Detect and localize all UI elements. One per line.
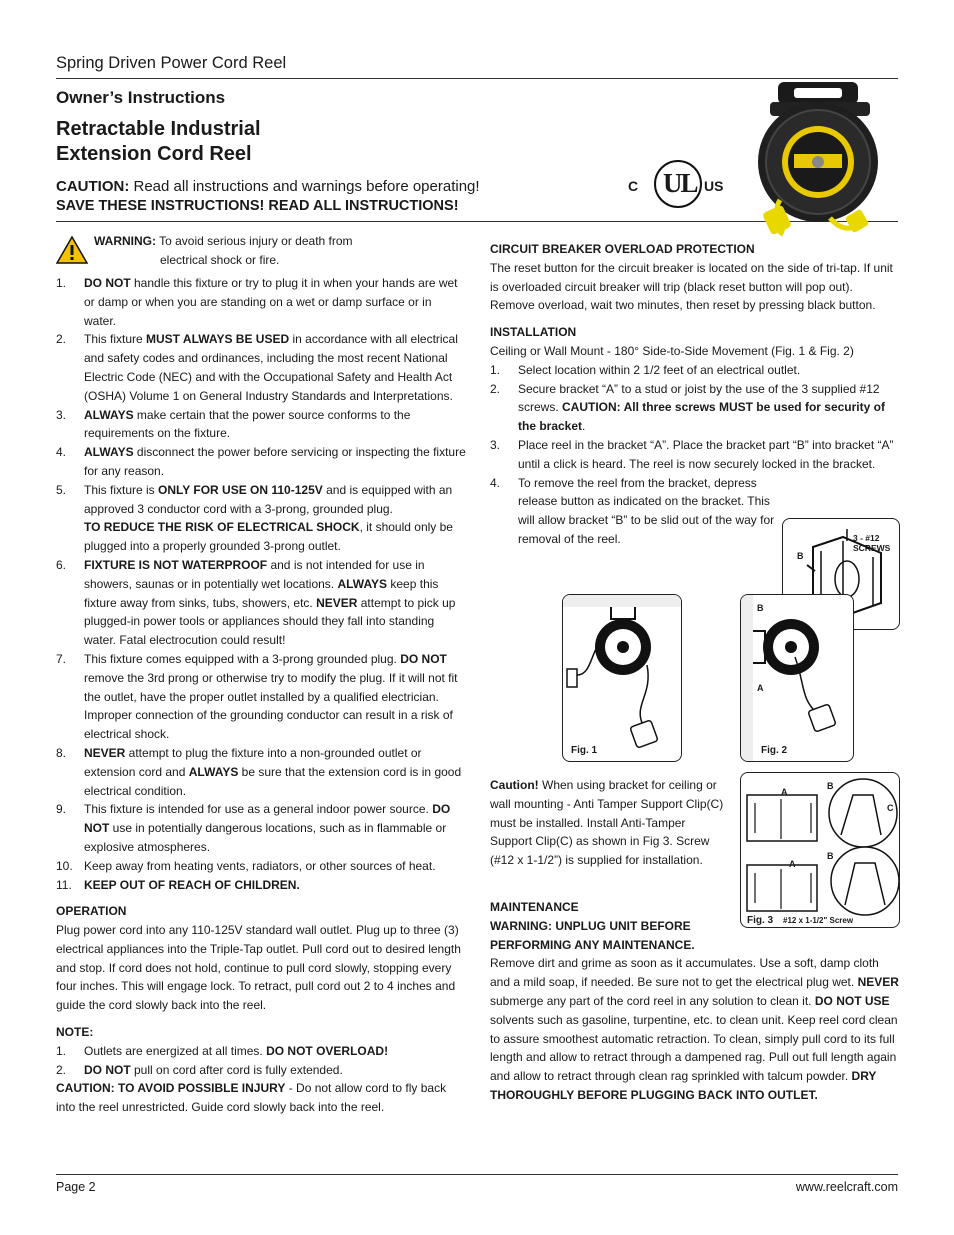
- list-item: 3. ALWAYS make certain that the power source conforms to the requirements on the fixture.: [56, 407, 411, 441]
- ul-c-mark: C: [628, 178, 639, 194]
- list-item: 2. This fixture MUST ALWAYS BE USED in accordance with all electrical and safety codes and ordinances, including the most recent National Electric Code (NEC) and with the Occupational Safety and Health Act (OSHA) Volume 1 on General Industry Standards and Interpretations.: [56, 332, 458, 403]
- warning-line-1: To avoid serious injury or death from: [159, 234, 353, 248]
- figure-3: [740, 772, 900, 928]
- maintenance-block: [490, 898, 900, 1105]
- safety-instructions-list: [56, 274, 466, 894]
- owner-instructions-heading: Owner’s Instructions: [56, 88, 226, 107]
- list-item: 10. Keep away from heating vents, radiators, or other sources of heat.: [56, 858, 436, 873]
- list-item: 4. To remove the reel from the bracket, depress release button as indicated on the bracket. This will allow bracket “B” to be slid out of the way for removal of the reel.: [490, 475, 775, 546]
- figure-3-a2-label: A: [789, 859, 796, 869]
- list-item: 9. This fixture is intended for use as a general indoor power source. DO NOT use in potentially dangerous locations, such as in flammable or explosive atmospheres.: [56, 802, 451, 854]
- list-item: 1. Outlets are energized at all times. DO NOT OVERLOAD!: [56, 1043, 389, 1058]
- caution-text: Read all instructions and warnings before operating!: [133, 178, 480, 195]
- page-number: Page 2: [56, 1180, 96, 1194]
- note-list: [56, 1042, 466, 1080]
- figure-3-a1-label: A: [781, 787, 788, 797]
- operation-heading: OPERATION: [56, 904, 127, 919]
- breaker-heading: CIRCUIT BREAKER OVERLOAD PROTECTION: [490, 242, 755, 256]
- save-instructions-line: SAVE THESE INSTRUCTIONS! READ ALL INSTRUCTIONS!: [56, 198, 459, 214]
- list-item: 2. Secure bracket “A” to a stud or joist by the use of the 3 supplied #12 screws. CAUTION: All three screws MUST be used for security of the bracket.: [490, 381, 885, 434]
- website-link[interactable]: www.reelcraft.com: [795, 1180, 898, 1194]
- figure-2-label: Fig. 2: [761, 745, 788, 756]
- list-item: 2. DO NOT pull on cord after cord is fully extended.: [56, 1062, 343, 1077]
- maintenance-heading: MAINTENANCE: [490, 900, 579, 914]
- list-item: 6. FIXTURE IS NOT WATERPROOF and is not intended for use in showers, saunas or in potentially wet locations. ALWAYS keep this fixture away from sinks, tubs, showers, etc. NEVER attempt to pick up plugged-in power tools or appliances should they fall into standing water. Fatal electrocution could result!: [56, 557, 456, 648]
- operation-text: Plug power cord into any 110-125V standard wall outlet. Plug up to three (3) electrical appliances into the Triple-Tap outlet. Pull cord out to desired length and stop. If cord does not hold, continue to pull cord slowly, stopping every four inches. This will engage lock. To retract, pull cord out 2 to 4 inches and guide the cord slowly back into the reel.: [56, 923, 461, 1013]
- maintenance-warning-1: WARNING: UNPLUG UNIT BEFORE: [490, 918, 691, 933]
- ul-letters: UL: [663, 168, 697, 198]
- figure-3-b1-label: B: [827, 781, 834, 791]
- warning-block: [56, 232, 466, 270]
- warning-triangle-icon: [56, 236, 88, 264]
- warning-line-2: electrical shock or fire.: [160, 252, 280, 267]
- installation-intro: Ceiling or Wall Mount - 180° Side-to-Side Movement (Fig. 1 & Fig. 2): [490, 343, 854, 358]
- bracket-screws-label-2: SCREWS: [853, 543, 891, 553]
- right-column: [490, 240, 900, 549]
- main-title-line-2: Extension Cord Reel: [56, 143, 252, 165]
- figure-3-label: Fig. 3: [747, 915, 774, 926]
- warning-label: WARNING:: [94, 234, 156, 248]
- ul-circle: [654, 160, 702, 208]
- figure-1-label: Fig. 1: [571, 745, 598, 756]
- caution-label: CAUTION:: [56, 178, 130, 195]
- cord-reel-product-image: [750, 80, 900, 240]
- ul-listed-logo: [626, 160, 730, 212]
- footer-rule: [56, 1174, 898, 1175]
- figure-2-b-label: B: [757, 603, 764, 613]
- ul-us-mark: US: [704, 178, 724, 194]
- figure-3-b2-label: B: [827, 851, 834, 861]
- header-rule: [56, 78, 898, 79]
- list-item: 5. This fixture is ONLY FOR USE ON 110-125V and is equipped with an approved 3 conductor cord with a 3-prong, grounded plug. TO REDUCE THE RISK OF ELECTRICAL SHOCK, it should only be plugged into a properly grounded 3-prong outlet.: [56, 482, 453, 554]
- list-item: 1. DO NOT handle this fixture or try to plug it in when your hands are wet or damp or when you are standing on a wet or damp surface or in water.: [56, 276, 458, 328]
- maintenance-warning-2: PERFORMING ANY MAINTENANCE.: [490, 937, 695, 952]
- list-item: 11. KEEP OUT OF REACH OF CHILDREN.: [56, 877, 300, 892]
- note-heading: NOTE:: [56, 1025, 94, 1040]
- main-title-line-1: Retractable Industrial: [56, 118, 261, 140]
- installation-heading: INSTALLATION: [490, 325, 577, 340]
- figure-2: [740, 594, 854, 762]
- document-header-title: Spring Driven Power Cord Reel: [56, 54, 287, 72]
- bracket-b-label: B: [797, 551, 804, 561]
- breaker-text: The reset button for the circuit breaker is located on the side of tri-tap. If unit is overloaded circuit breaker will trip (black reset button will pop out). Remove overload, wait two minutes, then reset by pressing black button.: [490, 260, 893, 313]
- figure-3-screw-label: #12 x 1-1/2" Screw: [783, 916, 854, 925]
- list-item: 1. Select location within 2 1/2 feet of an electrical outlet.: [490, 362, 801, 377]
- maintenance-text: Remove dirt and grime as soon as it accumulates. Use a soft, damp cloth and a mild soap, if needed. Be sure not to get the electrical plug wet. NEVER submerge any part of the cord reel in any solution to clean it. DO NOT USE solvents such as gasoline, turpentine, etc. to clean unit. Keep reel cord clean to assure smoothest automatic retraction. To clean, simply pull cord to its full length and allow to retract through a dampened rag. Pull out full length again and allow to retract through clean rag sprinkled with talcum powder. DRY THOROUGHLY BEFORE PLUGGING BACK INTO OUTLET.: [490, 956, 899, 1102]
- list-item: 3. Place reel in the bracket “A”. Place the bracket part “B” into bracket “A” until a click is heard. The reel is now securely locked in the bracket.: [490, 437, 894, 471]
- list-item: 8. NEVER attempt to plug the fixture into a non-grounded outlet or extension cord and ALWAYS be sure that the extension cord is in good electrical condition.: [56, 745, 462, 798]
- figure-3-c-label: C: [887, 803, 894, 813]
- caution-line: [56, 178, 480, 195]
- list-item: 7. This fixture comes equipped with a 3-prong grounded plug. DO NOT remove the 3rd prong or otherwise try to modify the plug. If it will not fit the outlet, have the proper outlet installed by a qualified electrician. Improper connection of the grounding conductor can result in a risk of electrical shock.: [56, 651, 458, 742]
- figure-1: [562, 594, 682, 762]
- figure-2-a-label: A: [757, 683, 764, 693]
- clip-caution-block: Caution! When using bracket for ceiling or wall mounting - Anti Tamper Support Clip(C) must be installed. Install Anti-Tamper Support Clip(C) as shown in Fig 3. Screw (#12 x 1-1/2”) is supplied for installation.: [490, 778, 724, 868]
- left-column: [56, 232, 466, 1117]
- cord-caution: CAUTION: TO AVOID POSSIBLE INJURY - Do not allow cord to fly back into the reel unrestricted. Guide cord slowly back into the reel.: [56, 1081, 447, 1115]
- bracket-screws-label: 3 - #12: [853, 533, 880, 543]
- list-item: 4. ALWAYS disconnect the power before servicing or inspecting the fixture for any reason.: [56, 445, 466, 478]
